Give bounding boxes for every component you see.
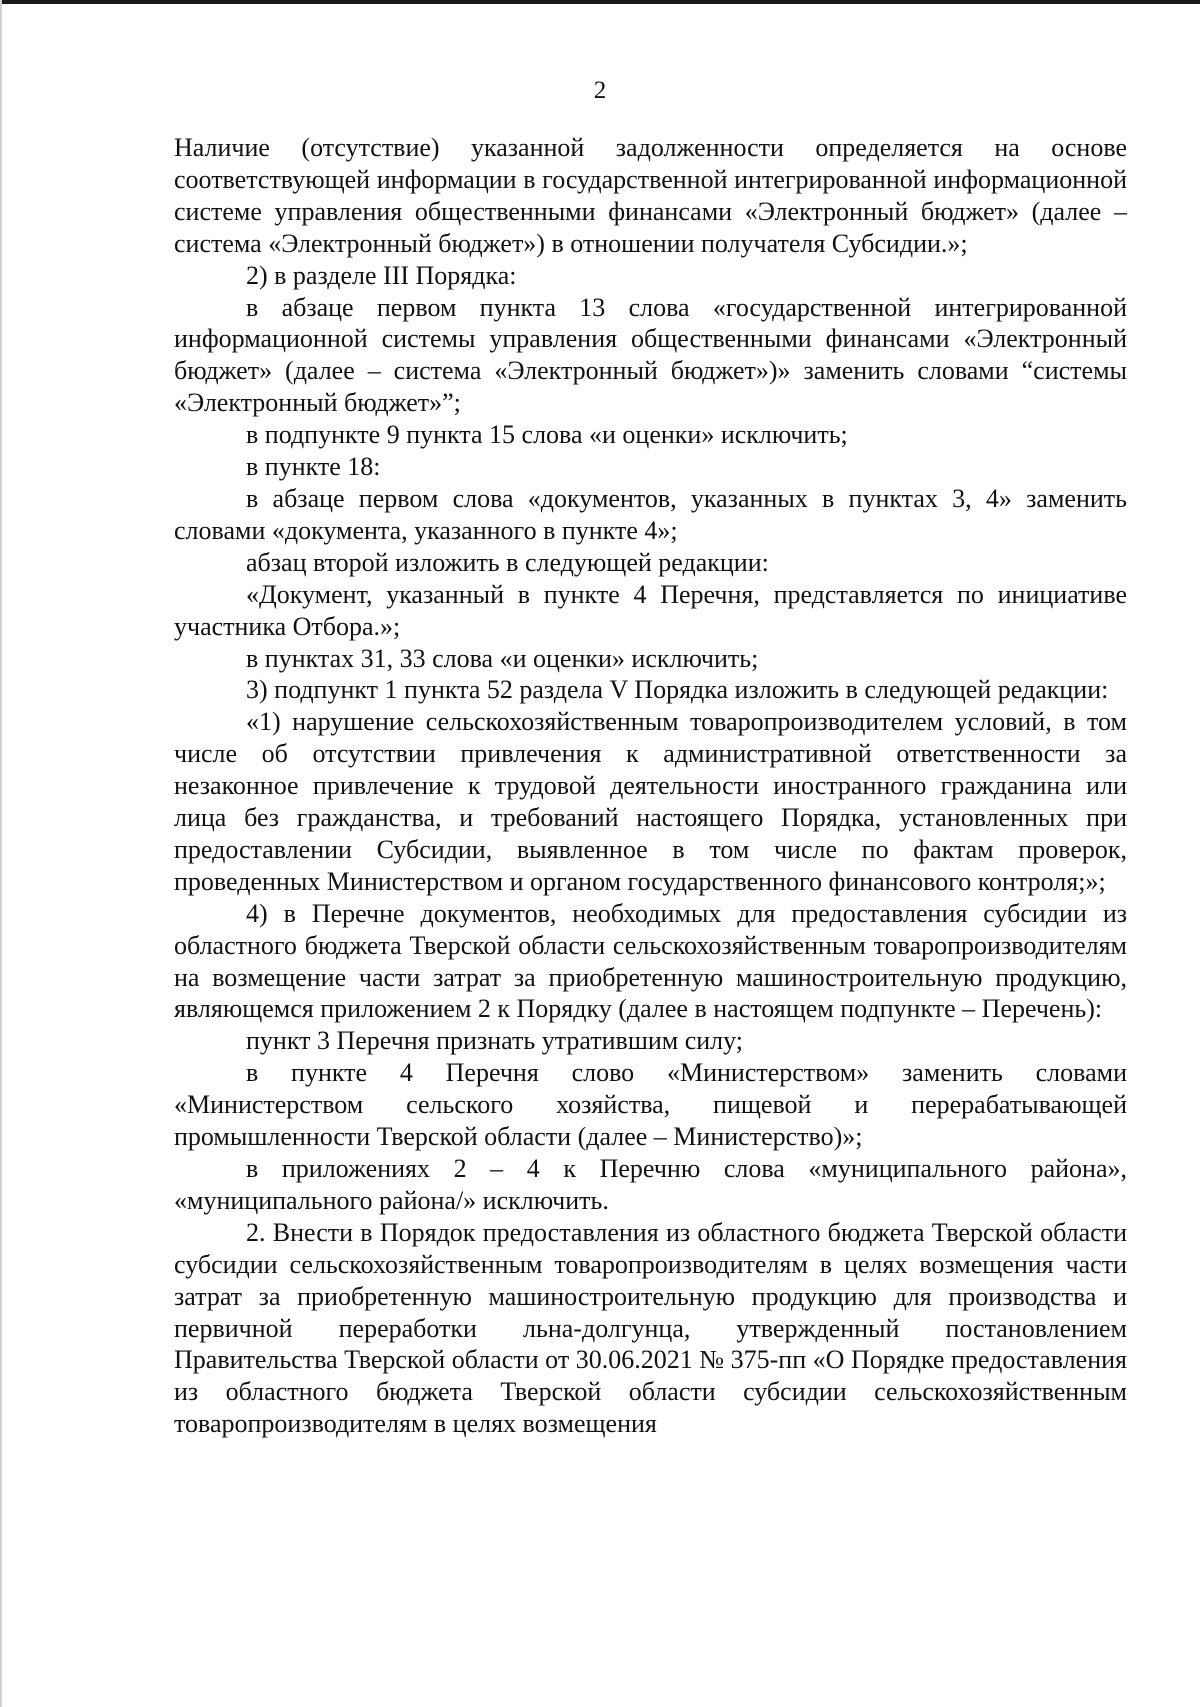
paragraph: 3) подпункт 1 пункта 52 раздела V Порядка изложить в следующей редакции: [246,675,1109,705]
paragraph: в пунктах 31, 33 слова «и оценки» исключить; [246,643,759,673]
paragraph: 2) в разделе III Порядка: [246,260,517,290]
document-body [174,132,1127,1440]
paragraph: 2. Внести в Порядок предоставления из областного бюджета Тверской области субсидии сельскохозяйственным товаропроизводителям в целях возмещения части затрат за приобретенную машиностроительную продукцию для производства и первичной переработки льна-долгунца, утвержденный постановлением Правительства Тверской области от 30.06.2021 № 375-пп «О Порядке предоставления из областного бюджета Тверской области субсидии сельскохозяйственным товаропроизводителям в целях возмещения [174,1217,1127,1439]
paragraph: Наличие (отсутствие) указанной задолженности определяется на основе соответствующей информации в государственной интегрированной информационной системе управления общественными финансами «Электронный бюджет» (далее – система «Электронный бюджет») в отношении получателя Субсидии.»; [174,133,1127,258]
page-number: 2 [593,77,607,104]
paragraph: «1) нарушение сельскохозяйственным товаропроизводителем условий, в том числе об отсутствии привлечения к административной ответственности за незаконное привлечение к трудовой деятельности иностранного гражданина или лица без гражданства, и требований настоящего Порядка, установленных при предоставлении Субсидии, выявленное в том числе по фактам проверок, проведенных Министерством и органом государственного финансового контроля;»; [174,707,1127,896]
paragraph: в абзаце первом пункта 13 слова «государственной интегрированной информационной системы управления общественными финансами «Электронный бюджет» (далее – система «Электронный бюджет»)» заменить словами “системы «Электронный бюджет»”; [174,292,1127,418]
paragraph: абзац второй изложить в следующей редакции: [246,547,769,577]
paragraph: в абзаце первом слова «документов, указанных в пунктах 3, 4» заменить словами «документа, указанного в пункте 4»; [174,483,1127,545]
paragraph: в пункте 18: [246,452,381,482]
paragraph: «Документ, указанный в пункте 4 Перечня, представляется по инициативе участника Отбора.»; [174,579,1127,641]
paragraph: в подпункте 9 пункта 15 слова «и оценки» исключить; [246,420,848,450]
paragraph: 4) в Перечне документов, необходимых для предоставления субсидии из областного бюджета Тверской области сельскохозяйственным товаропроизводителям на возмещение части затрат за приобретенную машиностроительную продукцию, являющемся приложением 2 к Порядку (далее в настоящем подпункте – Перечень): [174,898,1127,1024]
scan-left-edge [0,0,2,1707]
paragraph: в приложениях 2 – 4 к Перечню слова «муниципального района», «муниципального района/» исключить. [174,1154,1127,1215]
paragraph: пункт 3 Перечня признать утратившим силу; [246,1026,744,1056]
scan-top-edge [0,0,1200,4]
paragraph: в пункте 4 Перечня слово «Министерством» заменить словами «Министерством сельского хозяйства, пищевой и перерабатывающей промышленности Тверской области (далее – Министерство)»; [174,1058,1127,1152]
